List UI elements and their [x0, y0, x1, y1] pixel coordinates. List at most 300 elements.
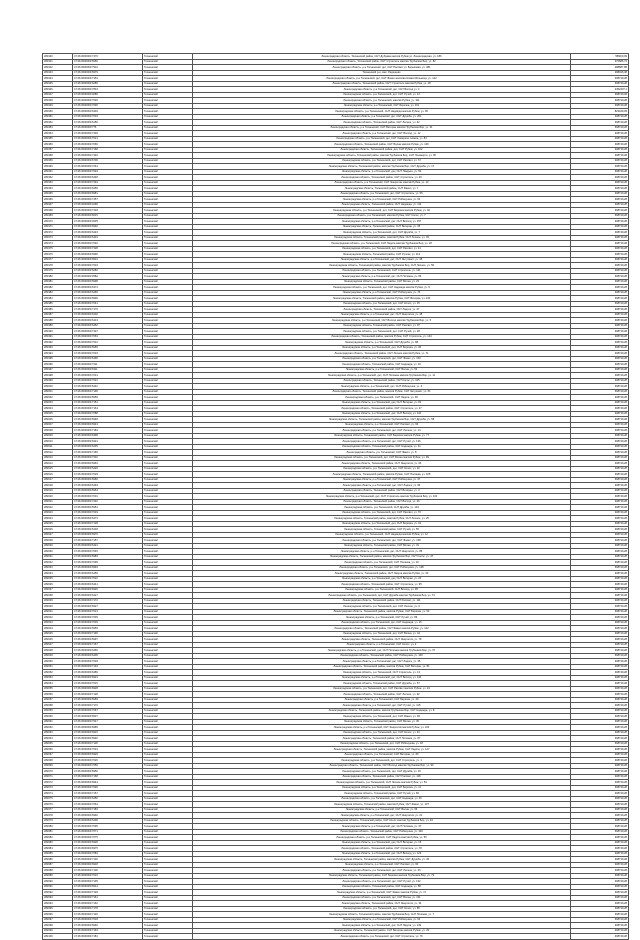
- district-cell: Тосненский: [143, 813, 193, 819]
- row-number-cell: 281956: [43, 142, 73, 148]
- address-cell: Ленинградская область, Тосненский район, СНТ Факел, уч. 7: [193, 186, 571, 192]
- address-cell: Ленинградская область, р-н Тосненский, днт, СНТ Рассвет, уч. 41: [193, 246, 571, 252]
- cadastral-number-cell: 47:26:0000000:6997: [73, 637, 143, 643]
- row-number-cell: 282079: [43, 818, 73, 824]
- district-cell: Тосненский: [143, 125, 193, 131]
- value-cell: 308749,28: [571, 895, 629, 901]
- address-cell: Ленинградская область, р-н Тосненский, СНТ Надежда массив Рубеж, уч. 12: [193, 532, 571, 538]
- row-number-cell: 282003: [43, 400, 73, 406]
- address-cell: Ленинградская область, Тосненский район, СНТ Надежда, уч. 114: [193, 202, 571, 208]
- cadastral-number-cell: 47:26:0000000:6924: [73, 675, 143, 681]
- cadastral-number-cell: 47:26:0000000:7118: [73, 741, 143, 747]
- value-cell: 308749,28: [571, 142, 629, 148]
- address-cell: Ленинградская область, Тосненский район, СНТ Надежда, уч. 58: [193, 884, 571, 890]
- value-cell: 308749,28: [571, 642, 629, 648]
- address-cell: Ленинградская область, р-н Тосненский, СНТ Ладога, уч. 39: [193, 395, 571, 401]
- address-cell: Ленинградская область, Тосненский район, СНТ Ветеран, уч. 95: [193, 224, 571, 230]
- row-number-cell: 282090: [43, 879, 73, 885]
- address-cell: Ленинградская область, р-н Тосненский, СНТ Рассвет, уч. 90: [193, 862, 571, 868]
- row-number-cell: 282092: [43, 890, 73, 896]
- address-cell: Ленинградская область, р-н Тосненский, днт, СНТ Дружба, уч. 7: [193, 230, 571, 236]
- row-number-cell: 282031: [43, 554, 73, 560]
- value-cell: 308749,28: [571, 653, 629, 659]
- district-cell: Тосненский: [143, 923, 193, 929]
- address-cell: Ленинградская область, р-н Тосненский, СНТ Березка, уч. 49: [193, 697, 571, 703]
- address-cell: Ленинградская область, р-н Тосненский, СНТ Рассвет, уч. 93: [193, 422, 571, 428]
- value-cell: 308749,28: [571, 637, 629, 643]
- district-cell: Тосненский: [143, 444, 193, 450]
- value-cell: 308749,28: [571, 780, 629, 786]
- address-cell: Ленинградская область, Тосненский район, СНТ Волна массив Рубеж, уч. 109: [193, 142, 571, 148]
- value-cell: 308749,28: [571, 807, 629, 813]
- district-cell: Тосненский: [143, 681, 193, 687]
- row-number-cell: 282085: [43, 851, 73, 857]
- value-cell: 308749,28: [571, 505, 629, 511]
- address-cell: Ленинградская область, Тосненский район, СНТ Строитель, уч. 95: [193, 582, 571, 588]
- district-cell: Тосненский: [143, 389, 193, 395]
- row-number-cell: 282072: [43, 780, 73, 786]
- address-cell: Ленинградская область, р-н Тосненский, днт, СНТ Строитель массив Трубников Бор, уч. 119: [193, 494, 571, 500]
- cadastral-number-cell: 47:26:0000000:6282: [73, 268, 143, 274]
- address-cell: Ленинградская область, р-н Тосненский, днт, СНТ Ветеран, уч. 20: [193, 576, 571, 582]
- district-cell: Тосненский: [143, 142, 193, 148]
- cadastral-number-cell: 47:26:0000000:7154: [73, 76, 143, 82]
- cadastral-number-cell: 47:26:0000000:7067: [73, 708, 143, 714]
- cadastral-number-cell: 47:26:0000000:7168: [73, 774, 143, 780]
- value-cell: 823449,09: [571, 109, 629, 115]
- district-cell: Тосненский: [143, 263, 193, 269]
- cadastral-number-cell: 47:26:0000000:7063: [73, 334, 143, 340]
- value-cell: 308749,28: [571, 103, 629, 109]
- value-cell: 308749,28: [571, 521, 629, 527]
- address-cell: Ленинградская область, р-н Тосненский, СНТ Ветеран массив Трубников Бор, уч. 31: [193, 125, 571, 131]
- cadastral-number-cell: 47:26:0000000:7139: [73, 890, 143, 896]
- cadastral-number-cell: 47:26:0000000:7106: [73, 868, 143, 874]
- row-number-cell: 281990: [43, 329, 73, 335]
- value-cell: 308749,28: [571, 125, 629, 131]
- row-number-cell: 282058: [43, 703, 73, 709]
- cadastral-number-cell: 47:26:0000000:7012: [73, 340, 143, 346]
- address-cell: Ленинградская область, Тосненский район, СНТ Ветеран, уч. 3: [193, 488, 571, 494]
- cadastral-number-cell: 47:26:0000000:7019: [73, 510, 143, 516]
- cadastral-number-cell: 47:26:0000000:7190: [73, 631, 143, 637]
- value-cell: 308749,28: [571, 147, 629, 153]
- cadastral-number-cell: 47:26:0000000:7184: [73, 428, 143, 434]
- district-cell: Тосненский: [143, 598, 193, 604]
- address-cell: Ленинградская область, р-н Тосненский, днт, СНТ Северное сияние, уч. 84: [193, 136, 571, 142]
- district-cell: Тосненский: [143, 483, 193, 489]
- cadastral-number-cell: 47:26:0000000:7041: [73, 301, 143, 307]
- address-cell: Ленинградская область, Тосненский район, СНТ Лесное, уч. 92: [193, 692, 571, 698]
- row-number-cell: 282041: [43, 609, 73, 615]
- value-cell: 308749,28: [571, 362, 629, 368]
- cadastral-number-cell: 47:26:0000000:7170: [73, 703, 143, 709]
- cadastral-number-cell: 47:26:0000000:6960: [73, 477, 143, 483]
- row-number-cell: 282025: [43, 521, 73, 527]
- row-number-cell: 281976: [43, 252, 73, 258]
- land-plots-table-sheet: [42, 53, 628, 940]
- value-cell: 308749,28: [571, 774, 629, 780]
- district-cell: Тосненский: [143, 604, 193, 610]
- cadastral-number-cell: 47:26:0000000:7172: [73, 598, 143, 604]
- row-number-cell: 282020: [43, 494, 73, 500]
- row-number-cell: 282006: [43, 417, 73, 423]
- district-cell: Тосненский: [143, 362, 193, 368]
- row-number-cell: 282035: [43, 576, 73, 582]
- district-cell: Тосненский: [143, 884, 193, 890]
- district-cell: Тосненский: [143, 571, 193, 577]
- address-cell: Ленинградская область, р-н Тосненский, днт, СНТ Волна массив Рубеж, уч. 99: [193, 455, 571, 461]
- address-cell: Ленинградская область, р-н Тосненский, СНТ Рябинушка, уч. 62: [193, 917, 571, 923]
- row-number-cell: 282045: [43, 631, 73, 637]
- address-cell: Ленинградская область, р-н Тосненский, днт, СНТ Восход, уч. 157: [193, 219, 571, 225]
- district-cell: Тосненский: [143, 488, 193, 494]
- value-cell: 308749,28: [571, 560, 629, 566]
- value-cell: 308749,28: [571, 274, 629, 280]
- row-number-cell: 281961: [43, 169, 73, 175]
- cadastral-number-cell: 47:26:0000000:7004: [73, 263, 143, 269]
- address-cell: Ленинградская область, р-н Тосненский, днт, СНТ Ручей, уч. 132: [193, 879, 571, 885]
- district-cell: Тосненский: [143, 158, 193, 164]
- cadastral-number-cell: 47:26:0000000:7064: [73, 802, 143, 808]
- address-cell: Ленинградская область, р-н Тосненский, днт, СНТ Восход, уч. 123: [193, 851, 571, 857]
- value-cell: 298046,38: [571, 70, 629, 76]
- row-number-cell: 282054: [43, 681, 73, 687]
- address-cell: Ленинградская область, Тосненский район, СНТ Волна, уч. 30: [193, 719, 571, 725]
- cadastral-number-cell: 47:26:0000000:7418: [73, 208, 143, 214]
- district-cell: Тосненский: [143, 549, 193, 555]
- address-cell: Ленинградская область, р-н Тосненский, днт, СНТ Ручей, уч. 12: [193, 92, 571, 98]
- value-cell: 308749,28: [571, 516, 629, 522]
- district-cell: Тосненский: [143, 92, 193, 98]
- row-number-cell: 281947: [43, 92, 73, 98]
- row-number-cell: 282060: [43, 714, 73, 720]
- value-cell: 308749,28: [571, 235, 629, 241]
- address-cell: Ленинградская область, Тосненский район, СНТ Березка массив Трубников Бор, уч. 73: [193, 873, 571, 879]
- cadastral-number-cell: 47:26:0000000:7075: [73, 835, 143, 841]
- value-cell: 308749,28: [571, 219, 629, 225]
- value-cell: 308749,28: [571, 285, 629, 291]
- address-cell: Ленинградская область, Тосненский район, СНТ Строитель, уч. 27: [193, 406, 571, 412]
- value-cell: 308749,28: [571, 730, 629, 736]
- cadastral-number-cell: 47:26:0000000:6424: [73, 230, 143, 236]
- district-cell: Тосненский: [143, 147, 193, 153]
- row-number-cell: 281977: [43, 257, 73, 263]
- cadastral-number-cell: 47:26:0000000:6929: [73, 752, 143, 758]
- row-number-cell: 282027: [43, 532, 73, 538]
- address-cell: Ленинградская область, р-н Тосненский, СНТ Ветеран, уч. 60: [193, 752, 571, 758]
- address-cell: Ленинградская область, Тосненский район, массив Трубников Бор, СНТ Дружба, уч. 17: [193, 164, 571, 170]
- value-cell: 308749,28: [571, 422, 629, 428]
- district-cell: Тосненский: [143, 593, 193, 599]
- district-cell: Тосненский: [143, 532, 193, 538]
- address-cell: Ленинградская область, р-н Тосненский, днт, СНТ Надежда, уч. 16: [193, 620, 571, 626]
- value-cell: 308749,28: [571, 631, 629, 637]
- address-cell: Ленинградская область, р-н Тосненский, днт, СНТ Лесное, уч. 6: [193, 604, 571, 610]
- district-cell: Тосненский: [143, 719, 193, 725]
- district-cell: Тосненский: [143, 373, 193, 379]
- row-number-cell: 282012: [43, 450, 73, 456]
- row-number-cell: 282091: [43, 884, 73, 890]
- row-number-cell: 282018: [43, 483, 73, 489]
- row-number-cell: 282024: [43, 516, 73, 522]
- district-cell: Тосненский: [143, 631, 193, 637]
- district-cell: Тосненский: [143, 499, 193, 505]
- district-cell: Тосненский: [143, 257, 193, 263]
- row-number-cell: 282048: [43, 648, 73, 654]
- value-cell: 308749,28: [571, 659, 629, 665]
- district-cell: Тосненский: [143, 576, 193, 582]
- row-number-cell: 281998: [43, 373, 73, 379]
- cadastral-number-cell: 47:26:0000000:6975: [73, 846, 143, 852]
- row-number-cell: 281949: [43, 103, 73, 109]
- cadastral-number-cell: 47:26:0000000:7232: [73, 455, 143, 461]
- cadastral-number-cell: 47:26:0000000:7084: [73, 851, 143, 857]
- address-cell: Ленинградская область, Тосненский район, массив Трубников Бор, СНТ Колос, уч. 47: [193, 554, 571, 560]
- address-cell: Ленинградская область, р-н Тосненский, СНТ Рябинушка, уч. 63: [193, 197, 571, 203]
- value-cell: 308749,28: [571, 301, 629, 307]
- value-cell: 308749,28: [571, 318, 629, 324]
- cadastral-number-cell: 47:26:0000000:6435: [73, 444, 143, 450]
- cadastral-number-cell: 47:26:0000000:6429: [73, 466, 143, 472]
- row-number-cell: 281982: [43, 285, 73, 291]
- row-number-cell: 282036: [43, 582, 73, 588]
- cadastral-number-cell: 47:26:0000000:6442: [73, 384, 143, 390]
- value-cell: 308749,28: [571, 384, 629, 390]
- cadastral-number-cell: 47:26:0000000:4582: [73, 274, 143, 280]
- district-cell: Тосненский: [143, 175, 193, 181]
- cadastral-number-cell: 47:26:0000000:6992: [73, 923, 143, 929]
- value-cell: 308749,28: [571, 851, 629, 857]
- address-cell: Ленинградская область, р-н Тосненский, днт, СНТ Факел массива Новая Мельница, уч. 142: [193, 76, 571, 82]
- cadastral-number-cell: 47:26:0000000:6473: [73, 516, 143, 522]
- cadastral-number-cell: 47:26:0000000:7022: [73, 576, 143, 582]
- value-cell: 308749,28: [571, 428, 629, 434]
- row-number-cell: 282062: [43, 725, 73, 731]
- cadastral-number-cell: 47:26:0000000:4290: [73, 202, 143, 208]
- row-number-cell: 281951: [43, 114, 73, 120]
- district-cell: Тосненский: [143, 241, 193, 247]
- value-cell: 308749,28: [571, 345, 629, 351]
- cadastral-number-cell: 47:26:0000000:6992: [73, 736, 143, 742]
- value-cell: 308749,28: [571, 620, 629, 626]
- address-cell: Ленинградская область, р-н Тосненский, днт, СНТ Энтузиаст, уч. 35: [193, 257, 571, 263]
- row-number-cell: 281970: [43, 219, 73, 225]
- row-number-cell: 282074: [43, 791, 73, 797]
- district-cell: Тосненский: [143, 901, 193, 907]
- value-cell: 308749,28: [571, 648, 629, 654]
- cadastral-number-cell: 47:26:0000000:6286: [73, 81, 143, 87]
- address-cell: Ленинградская область, Тосненский район, СНТ Дубрава массив Рубеж ул. Ленинградская, уч. 186: [193, 54, 571, 60]
- address-cell: Ленинградская область, р-н Тосненский, днт, СНТ Строитель, уч. 56: [193, 191, 571, 197]
- address-cell: Ленинградская область, Тосненский район, СНТ Рассвет, уч. 111: [193, 598, 571, 604]
- cadastral-number-cell: 47:26:0000000:7164: [73, 406, 143, 412]
- cadastral-number-cell: 47:26:0000000:7026: [73, 758, 143, 764]
- row-number-cell: 281953: [43, 125, 73, 131]
- address-cell: Ленинградская область, р-н Тосненский, днт, СНТ Полянка массив Трубников Бор, уч. 67: [193, 648, 571, 654]
- address-cell: Ленинградская область, Тосненский район, массив Рубеж, СНТ Ладога, уч. 127: [193, 747, 571, 753]
- row-number-cell: 281999: [43, 378, 73, 384]
- cadastral-number-cell: 47:26:0000000:6944: [73, 780, 143, 786]
- row-number-cell: 281988: [43, 318, 73, 324]
- address-cell: Ленинградская область, Тосненский район, СНТ Колос массив Трубников Бор, уч. 94: [193, 818, 571, 824]
- cadastral-number-cell: 47:26:0000000:7045: [73, 549, 143, 555]
- district-cell: Тосненский: [143, 384, 193, 390]
- district-cell: Тосненский: [143, 433, 193, 439]
- value-cell: 2452437,1: [571, 87, 629, 93]
- value-cell: 308749,28: [571, 565, 629, 571]
- row-number-cell: 282005: [43, 411, 73, 417]
- row-number-cell: 281941: [43, 59, 73, 65]
- cadastral-number-cell: 47:26:0000000:6928: [73, 686, 143, 692]
- cadastral-number-cell: 47:26:0000000:7021: [73, 136, 143, 142]
- cadastral-number-cell: 47:26:0000000:6304: [73, 109, 143, 115]
- address-cell: Ленинградская область, р-н Тосненский, СНТ Колос, уч. 2: [193, 642, 571, 648]
- district-cell: Тосненский: [143, 868, 193, 874]
- address-cell: Ленинградская область, р-н Тосненский, СНТ Лесное массив Рубеж, уч. 54: [193, 780, 571, 786]
- value-cell: 288887,88: [571, 65, 629, 71]
- value-cell: 308749,28: [571, 378, 629, 384]
- value-cell: 308749,28: [571, 725, 629, 731]
- row-number-cell: 282086: [43, 857, 73, 863]
- district-cell: Тосненский: [143, 378, 193, 384]
- row-number-cell: 282095: [43, 906, 73, 912]
- address-cell: Ленинградская область, р-н Тосненский, днт, СНТ Рассвет массив Рубеж, уч. 24: [193, 686, 571, 692]
- cadastral-number-cell: 47:26:0000000:6456: [73, 186, 143, 192]
- district-cell: Тосненский: [143, 725, 193, 731]
- address-cell: Ленинградская область, р-н Тосненский, днт, СНТ Ветеран, уч. 82: [193, 400, 571, 406]
- value-cell: 308749,28: [571, 846, 629, 852]
- value-cell: 308749,28: [571, 466, 629, 472]
- value-cell: 308749,28: [571, 356, 629, 362]
- district-cell: Тосненский: [143, 846, 193, 852]
- value-cell: 308749,28: [571, 433, 629, 439]
- value-cell: 308749,28: [571, 439, 629, 445]
- cadastral-number-cell: 47:26:0000000:7094: [73, 169, 143, 175]
- row-number-cell: 282087: [43, 862, 73, 868]
- address-cell: Ленинградская область, р-н Тосненский, СНТ Энергетик массив Рубеж, уч. 13: [193, 180, 571, 186]
- address-cell: Ленинградская область, р-н Тосненский, днт, СНТ Факел, уч. 69: [193, 714, 571, 720]
- row-number-cell: 282096: [43, 912, 73, 918]
- row-number-cell: 282022: [43, 505, 73, 511]
- value-cell: 308749,28: [571, 120, 629, 126]
- address-cell: Тосненский р-н, мас. Радищево: [193, 70, 571, 76]
- value-cell: 308749,28: [571, 76, 629, 82]
- cadastral-number-cell: 47:26:0000000:6398: [73, 433, 143, 439]
- address-cell: Ленинградская область, р-н Тосненский, днт, СНТ Рассвет, уч. 72: [193, 158, 571, 164]
- cadastral-number-cell: 47:26:0000000:7157: [73, 791, 143, 797]
- address-cell: Ленинградская область, Тосненский район, СНТ Ладога, уч. 67: [193, 307, 571, 313]
- cadastral-number-cell: 47:26:0000000:7128: [73, 521, 143, 527]
- value-cell: 308749,28: [571, 906, 629, 912]
- district-cell: Тосненский: [143, 637, 193, 643]
- row-number-cell: 282029: [43, 543, 73, 549]
- cadastral-number-cell: 47:26:0000000:7120: [73, 912, 143, 918]
- row-number-cell: 282077: [43, 807, 73, 813]
- cadastral-number-cell: 47:26:0000000:7261: [73, 164, 143, 170]
- cadastral-number-cell: 47:26:0000000:7090: [73, 103, 143, 109]
- district-cell: Тосненский: [143, 747, 193, 753]
- district-cell: Тосненский: [143, 626, 193, 632]
- row-number-cell: 282042: [43, 615, 73, 621]
- address-cell: Ленинградская область, р-н Тосненский, СНТ Ладога массив Трубников Бор, уч. 18: [193, 241, 571, 247]
- cadastral-number-cell: 47:26:0000000:4086: [73, 92, 143, 98]
- address-cell: Ленинградская область, р-н Тосненский, СНТ Факел, уч. 8: [193, 450, 571, 456]
- value-cell: 308749,28: [571, 400, 629, 406]
- cadastral-number-cell: 47:26:0000000:6501: [73, 257, 143, 263]
- district-cell: Тосненский: [143, 752, 193, 758]
- value-cell: 308749,28: [571, 158, 629, 164]
- value-cell: 308749,28: [571, 763, 629, 769]
- value-cell: 308749,28: [571, 312, 629, 318]
- district-cell: Тосненский: [143, 109, 193, 115]
- district-cell: Тосненский: [143, 285, 193, 291]
- row-number-cell: 282059: [43, 708, 73, 714]
- district-cell: Тосненский: [143, 81, 193, 87]
- address-cell: Ленинградская область, Тосненский район, СНТ Рябинушка, уч. 109: [193, 829, 571, 835]
- district-cell: Тосненский: [143, 609, 193, 615]
- cadastral-number-cell: 47:26:0000000:7328: [73, 246, 143, 252]
- district-cell: Тосненский: [143, 455, 193, 461]
- district-cell: Тосненский: [143, 345, 193, 351]
- district-cell: Тосненский: [143, 450, 193, 456]
- address-cell: Ленинградская область, р-н Тосненский, днт, СНТ Восход уч. 4: [193, 87, 571, 93]
- value-cell: 308749,28: [571, 576, 629, 582]
- cadastral-number-cell: 47:26:0000000:7036: [73, 620, 143, 626]
- address-cell: Ленинградская область, Тосненский район, СНТ Волна, уч. 23: [193, 279, 571, 285]
- cadastral-number-cell: 47:26:0000000:7031: [73, 378, 143, 384]
- value-cell: 308749,28: [571, 582, 629, 588]
- row-number-cell: 282093: [43, 895, 73, 901]
- row-number-cell: 282044: [43, 626, 73, 632]
- value-cell: 308749,28: [571, 263, 629, 269]
- address-cell: Ленинградская область, Тосненский район, СНТ Ладога массив Рубеж, уч. 63: [193, 571, 571, 577]
- cadastral-number-cell: 47:26:0000000:7014: [73, 373, 143, 379]
- address-cell: Ленинградская область, Тосненский район, массив Рубеж, СНТ Лесное, уч. 25: [193, 516, 571, 522]
- value-cell: 308749,28: [571, 153, 629, 159]
- address-cell: Ленинградская область, р-н Тосненский, днт, СНТ Березка, уч. 36: [193, 345, 571, 351]
- value-cell: 308749,28: [571, 758, 629, 764]
- value-cell: 308749,28: [571, 334, 629, 340]
- value-cell: 308749,28: [571, 692, 629, 698]
- value-cell: 308749,28: [571, 796, 629, 802]
- value-cell: 308749,28: [571, 736, 629, 742]
- cadastral-number-cell: 47:26:0000000:6994: [73, 565, 143, 571]
- value-cell: 5890(9,09: [571, 54, 629, 60]
- district-cell: Тосненский: [143, 98, 193, 104]
- district-cell: Тосненский: [143, 774, 193, 780]
- cadastral-number-cell: 47:26:0000000:6992: [73, 224, 143, 230]
- cadastral-number-cell: 47:26:0000000:6927: [73, 604, 143, 610]
- value-cell: 308749,28: [571, 136, 629, 142]
- district-cell: Тосненский: [143, 65, 193, 71]
- address-cell: Ленинградская область, р-н Тосненский, днт, СНТ Надежда, уч. 40: [193, 796, 571, 802]
- value-cell: 308749,28: [571, 340, 629, 346]
- cadastral-number-cell: 47:26:0000000:7834: [73, 87, 143, 93]
- address-cell: Ленинградская область, р-н Тосненский, днт, СНТ Рябинушка, уч. 128: [193, 565, 571, 571]
- cadastral-number-cell: 47:26:0000000:7901: [73, 65, 143, 71]
- cadastral-number-cell: 47:26:0000000:6615: [73, 213, 143, 219]
- value-cell: 308749,28: [571, 494, 629, 500]
- address-cell: Ленинградская область, Тосненский район, СНТ Строитель массив Трубников Бор, уч. 82: [193, 59, 571, 65]
- row-number-cell: 282057: [43, 697, 73, 703]
- value-cell: 308749,28: [571, 543, 629, 549]
- row-number-cell: 282078: [43, 813, 73, 819]
- district-cell: Тосненский: [143, 670, 193, 676]
- address-cell: Ленинградская область, р-н Тосненский, днт, СНТ Ладога, уч. 35: [193, 659, 571, 665]
- district-cell: Тосненский: [143, 934, 193, 940]
- value-cell: 308749,28: [571, 934, 629, 940]
